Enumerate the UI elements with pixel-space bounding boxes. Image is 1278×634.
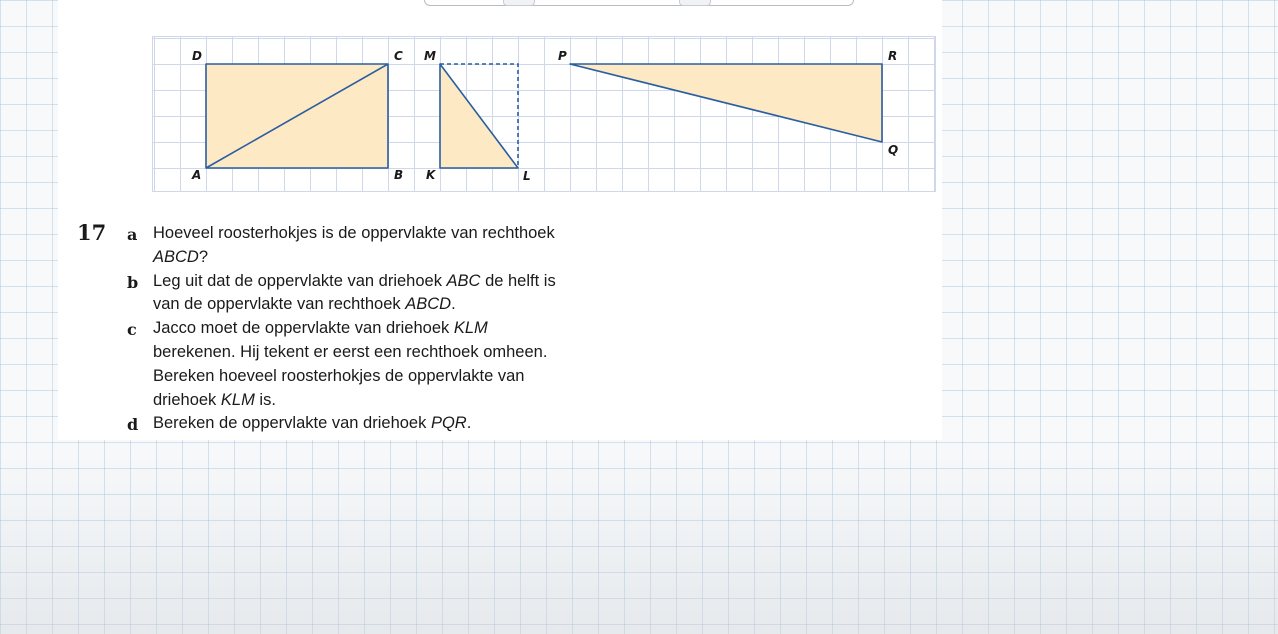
text-segment: Bereken hoeveel roosterhokjes de oppervlakte van [153,366,525,385]
point-label-p: P [558,49,567,63]
text-segment: ABCD [153,247,199,266]
figure-drawing [153,37,937,193]
item-a-line [153,248,208,267]
item-letter-c: c [127,320,137,340]
point-label-b: B [394,168,404,182]
text-segment: is. [254,390,276,409]
text-segment: KLM [453,319,488,338]
text-segment: Hoeveel roosterhokjes is de oppervlakte van rechthoek [153,224,555,242]
text-segment: ABC [446,271,481,290]
item-b-line [153,272,556,291]
text-segment: Jacco moet de oppervlakte van driehoek [153,319,454,338]
item-d-line [153,414,471,433]
text-segment: Leg uit dat de oppervlakte van driehoek [153,271,447,290]
item-c-line [153,367,524,386]
triangle-KLM [440,64,518,168]
item-letter-b: b [127,272,139,292]
text-segment: van de oppervlakte van rechthoek [153,295,406,314]
text-segment: . [466,414,472,433]
point-label-k: K [426,168,436,182]
triangle-PQR [570,64,882,142]
item-a-line [153,224,555,243]
lower-background-shade [0,440,1278,634]
point-label-m: M [424,49,436,63]
text-segment: Bereken de oppervlakte van driehoek [153,414,431,433]
point-label-q: Q [888,143,899,157]
item-letter-d: d [127,415,139,435]
text-segment: . [451,295,456,314]
text-segment: ABCD [405,295,452,314]
text-segment: de helft is [480,271,556,290]
point-label-r: R [888,49,898,63]
point-label-c: C [394,49,403,63]
toolbar-tab-right[interactable] [679,0,711,6]
text-segment: KLM [220,390,255,409]
point-label-d: D [192,49,202,63]
text-segment: driehoek [153,390,221,409]
point-label-a: A [192,168,202,182]
text-segment: PQR [430,414,467,433]
item-c-line [153,391,276,410]
item-c-line [153,319,488,338]
item-b-line [153,295,456,314]
text-segment: berekenen. Hij tekent er eerst een rechthoek omheen. [153,343,548,361]
point-label-l: L [523,169,531,183]
question-number: 17 [77,220,107,245]
viewer-toolbar[interactable] [424,0,854,6]
grid-figure [152,36,936,192]
text-segment: ? [198,247,209,266]
item-c-line [153,343,547,362]
toolbar-tab-left[interactable] [503,0,535,6]
item-letter-a: a [127,225,138,244]
